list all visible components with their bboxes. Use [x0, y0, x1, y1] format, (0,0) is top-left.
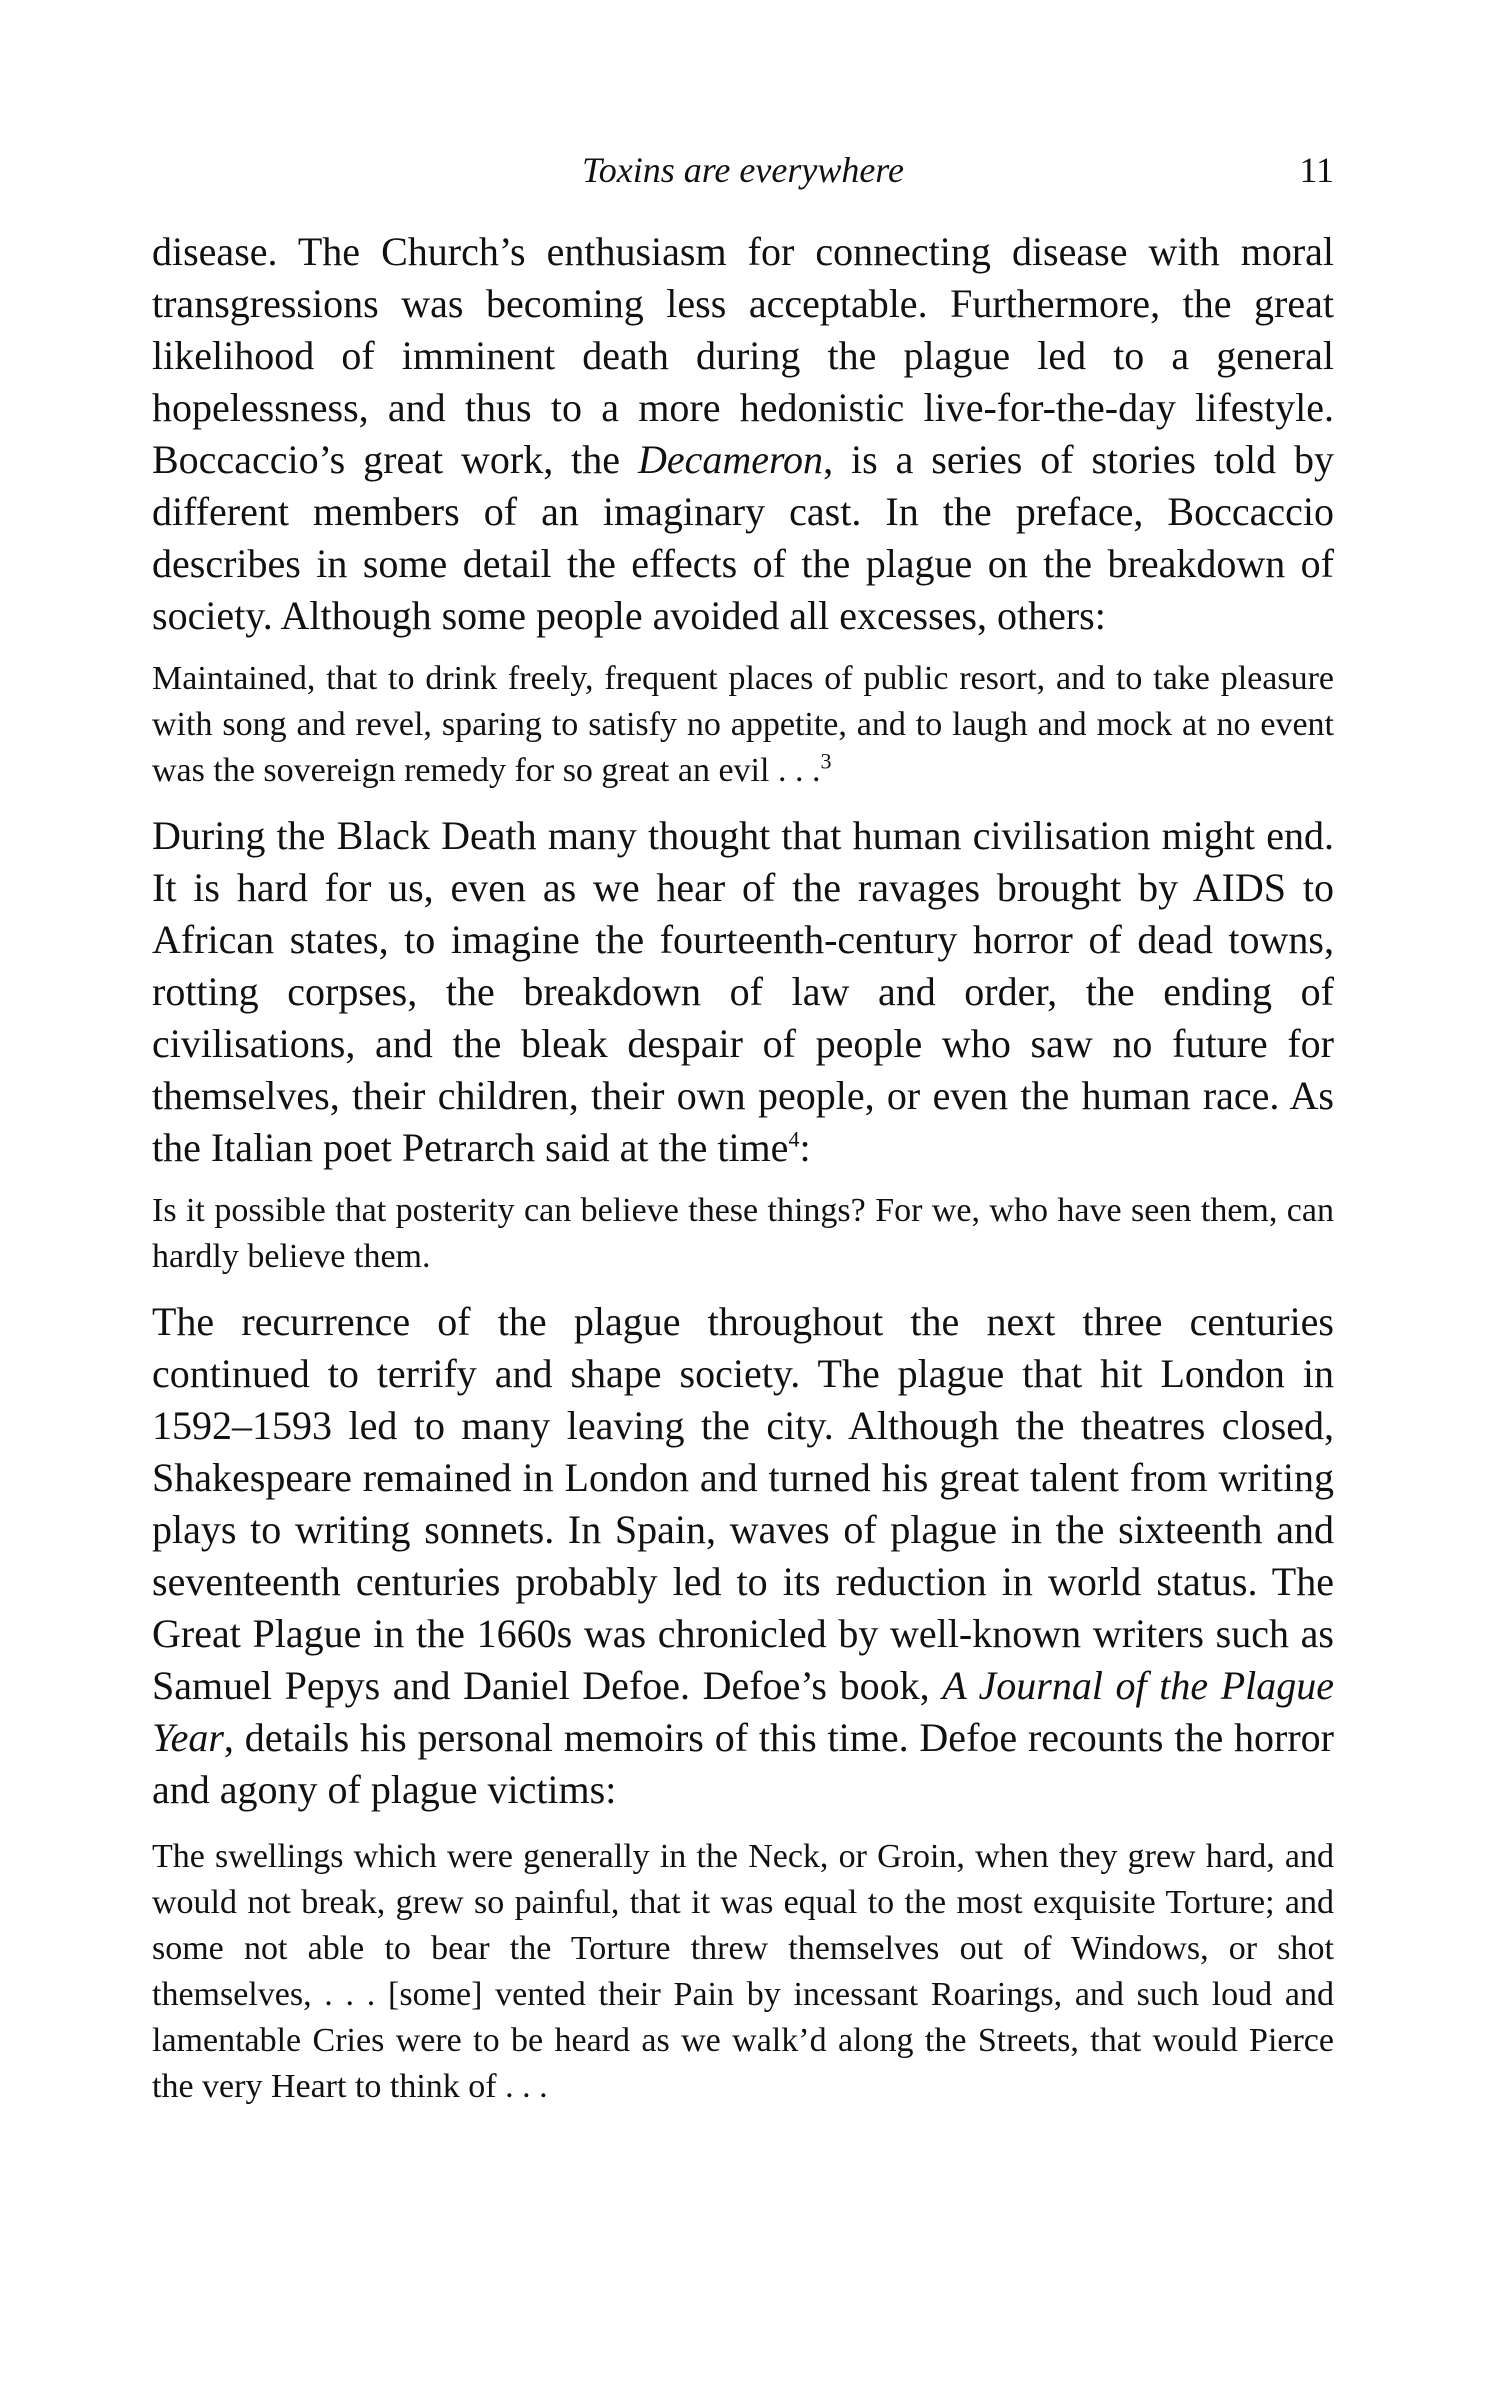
paragraph-2-ending: :	[799, 1125, 811, 1170]
running-header	[152, 148, 1334, 198]
page-number: 11	[1299, 150, 1334, 190]
footnote-marker-3: 3	[820, 748, 832, 774]
decameron-title: Decameron	[637, 437, 824, 482]
paragraph-3	[152, 1296, 1334, 1816]
paragraph-1-part-2: , is a series of stories told by different members of an imaginary cast. In the preface, Boccaccio describes in some detail the effects of the plague on the breakdown of society. Although some people avoided all excesses, others:	[152, 437, 1334, 638]
paragraph-3-part-1: The recurrence of the plague throughout the next three centuries continued to terrify and shape society. The plague that hit London in 1592–1593 led to many leaving the city. Although the theatres closed, Shakespeare remained in London and turned his great talent from writing plays to writing sonnets. In Spain, waves of plague in the sixteenth and seventeenth centuries probably led to its reduction in world status. The Great Plague in the 1660s was chronicled by well-known writers such as Samuel Pepys and Daniel Defoe. Defoe’s book,	[152, 1299, 1334, 1708]
block-quote-boccaccio	[152, 656, 1334, 794]
paragraph-1	[152, 226, 1334, 642]
quote-3-text: The swellings which were generally in the Neck, or Groin, when they grew hard, and would not break, grew so painful, that it was equal to the most exquisite Torture; and some not able to bear the Torture threw themselves out of Windows, or shot themselves, . . . [some] vented their Pain by incessant Roarings, and such loud and lamentable Cries were to be heard as we walk’d along the Streets, that would Pierce the very Heart to think of . . .	[152, 1838, 1334, 2105]
quote-2-text: Is it possible that posterity can believe these things? For we, who have seen them, can hardly believe them.	[152, 1192, 1334, 1275]
block-quote-defoe	[152, 1834, 1334, 2110]
paragraph-3-part-2: , details his personal memoirs of this time. Defoe recounts the horror and agony of plague victims:	[152, 1715, 1334, 1812]
body-text	[152, 226, 1334, 2126]
quote-1-text: Maintained, that to drink freely, frequent places of public resort, and to take pleasure with song and revel, sparing to satisfy no appetite, and to laugh and mock at no event was the sovereign remedy for so great an evil . . .	[152, 660, 1334, 789]
journal-title: A Journal of the Plague Year	[152, 1663, 1334, 1760]
running-title: Toxins are everywhere	[582, 150, 904, 190]
paragraph-1-part-1: disease. The Church’s enthusiasm for connecting disease with moral transgressions was becoming less acceptable. Furthermore, the great likelihood of imminent death during the plague led to a general hopelessness, and thus to a more hedonistic live-for-the-day lifestyle. Boccaccio’s great work, the	[152, 229, 1334, 482]
paragraph-2	[152, 810, 1334, 1174]
footnote-marker-4: 4	[788, 1126, 800, 1152]
block-quote-petrarch	[152, 1188, 1334, 1280]
paragraph-2-text: During the Black Death many thought that human civilisation might end. It is hard for us, even as we hear of the ravages brought by AIDS to African states, to imagine the fourteenth-century horror of dead towns, rotting corpses, the breakdown of law and order, the ending of civilisations, and the bleak despair of people who saw no future for themselves, their children, their own people, or even the human race. As the Italian poet Petrarch said at the time	[152, 813, 1334, 1170]
